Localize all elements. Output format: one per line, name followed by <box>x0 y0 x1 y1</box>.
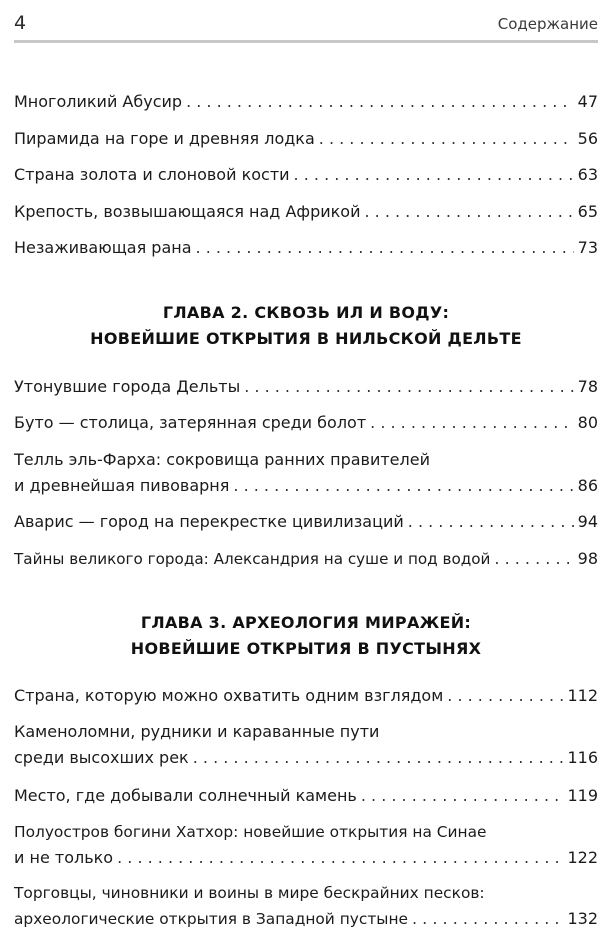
toc-page-number: 56 <box>577 129 598 148</box>
dot-leader <box>447 683 563 709</box>
dot-leader <box>294 162 574 188</box>
dot-leader <box>370 410 573 436</box>
toc-entry[interactable] <box>14 880 598 932</box>
toc-page-number: 80 <box>577 413 598 432</box>
chapter-heading-line: НОВЕЙШИЕ ОТКРЫТИЯ В НИЛЬСКОЙ ДЕЛЬТЕ <box>90 329 522 348</box>
dot-leader <box>193 745 564 771</box>
toc-page-number: 122 <box>567 848 598 867</box>
toc-entry-title: Утонувшие города Дельты <box>14 377 241 396</box>
dot-leader <box>361 783 564 809</box>
toc-page-number: 73 <box>577 238 598 257</box>
toc-entry-title-line: Торговцы, чиновники и воины в мире бескрайних песков: <box>14 884 485 902</box>
toc-entry-title: Буто — столица, затерянная среди болот <box>14 413 367 432</box>
toc-entry-title: Тайны великого города: Александрия на суше и под водой <box>14 550 491 568</box>
toc-entry[interactable] <box>14 89 598 115</box>
dot-leader <box>196 235 574 261</box>
toc-page-number: 63 <box>577 165 598 184</box>
toc-entry[interactable] <box>14 783 598 809</box>
toc-entry[interactable] <box>14 162 598 188</box>
toc-page-number: 119 <box>567 786 598 805</box>
dot-leader <box>494 546 573 572</box>
dot-leader <box>319 126 574 152</box>
dot-leader <box>186 89 574 115</box>
toc-entry[interactable] <box>14 126 598 152</box>
toc-page-number: 112 <box>567 686 598 705</box>
dot-leader <box>233 473 573 499</box>
toc-entry-title: Страна, которую можно охватить одним взглядом <box>14 686 444 705</box>
toc-entry-title: Пирамида на горе и древняя лодка <box>14 129 315 148</box>
toc-page-number: 98 <box>577 549 598 568</box>
running-title: Содержание <box>497 15 598 33</box>
toc-entry[interactable] <box>14 447 598 499</box>
header-divider <box>14 40 598 43</box>
toc-entry-title: Многоликий Абусир <box>14 92 183 111</box>
toc-entry[interactable] <box>14 199 598 225</box>
dot-leader <box>244 374 573 400</box>
toc-entry[interactable] <box>14 546 598 572</box>
toc-entry[interactable] <box>14 509 598 535</box>
dot-leader <box>408 509 574 535</box>
toc-entry[interactable] <box>14 719 598 771</box>
chapter-heading <box>14 610 598 662</box>
toc-entry[interactable] <box>14 235 598 261</box>
toc-entry[interactable] <box>14 683 598 709</box>
toc-page-number: 86 <box>577 476 598 495</box>
toc-page-number: 132 <box>567 909 598 928</box>
toc-entry-title-line: Телль эль-Фарха: сокровища ранних правителей <box>14 450 430 469</box>
dot-leader <box>412 906 563 932</box>
dot-leader <box>117 845 563 871</box>
toc-page-number: 116 <box>567 748 598 767</box>
toc-entry-title: и древнейшая пивоварня <box>14 476 230 495</box>
toc-entry[interactable] <box>14 410 598 436</box>
toc-entry[interactable] <box>14 819 598 871</box>
toc-page-number: 78 <box>577 377 598 396</box>
toc-entry-title-line: Полуостров богини Хатхор: новейшие открытия на Синае <box>14 823 487 841</box>
chapter-heading-line: ГЛАВА 2. СКВОЗЬ ИЛ И ВОДУ: <box>162 303 450 322</box>
toc-entry-title: Страна золота и слоновой кости <box>14 165 290 184</box>
toc-entry-title: Крепость, возвышающаяся над Африкой <box>14 202 361 221</box>
toc-page-number: 65 <box>577 202 598 221</box>
toc-entry[interactable] <box>14 374 598 400</box>
toc-page-number: 94 <box>577 512 598 531</box>
toc-entry-title: среди высохших рек <box>14 748 189 767</box>
dot-leader <box>364 199 573 225</box>
toc-entry-title: Место, где добывали солнечный камень <box>14 786 357 805</box>
toc-entry-title: Аварис — город на перекрестке цивилизаций <box>14 512 404 531</box>
chapter-heading-line: НОВЕЙШИЕ ОТКРЫТИЯ В ПУСТЫНЯХ <box>130 639 482 658</box>
toc-page-number: 47 <box>577 92 598 111</box>
toc-entry-title-line: Каменоломни, рудники и караванные пути <box>14 722 380 741</box>
chapter-heading-line: ГЛАВА 3. АРХЕОЛОГИЯ МИРАЖЕЙ: <box>140 613 472 632</box>
toc-entry-title: Незаживающая рана <box>14 238 192 257</box>
toc-entry-title: археологические открытия в Западной пустыне <box>14 910 408 928</box>
page-number: 4 <box>14 12 27 34</box>
chapter-heading <box>14 300 598 352</box>
toc-entry-title: и не только <box>14 848 114 867</box>
